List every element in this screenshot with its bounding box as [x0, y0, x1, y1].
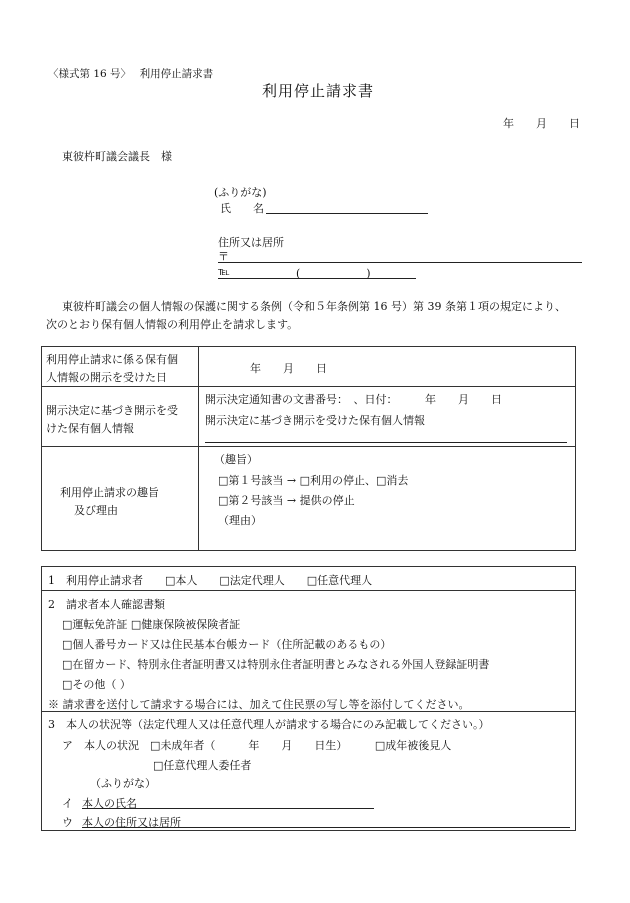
addressee: 東彼杵町議会議長 様	[62, 150, 172, 163]
principal-name-marker: イ	[62, 797, 73, 810]
address-field[interactable]	[218, 262, 582, 263]
row3-label-line1: 利用停止請求の趣旨	[60, 486, 159, 499]
date-line: 年 月 日	[503, 117, 580, 130]
page-title: 利用停止請求書	[262, 82, 375, 100]
intro-line-2: 次のとおり保有個人情報の利用停止を請求します。	[46, 318, 299, 331]
id-doc-option-1[interactable]: □運転免許証 □健康保険被保険者証	[62, 618, 241, 631]
principal-status-title: 3 本人の状況等（法定代理人又は任意代理人が請求する場合にのみ記載してください。）	[48, 718, 490, 731]
tel-paren: ( )	[296, 267, 371, 280]
principal-name-label: 本人の氏名	[82, 797, 137, 810]
requester-type-row[interactable]: 1 利用停止請求者 □本人 □法定代理人 □任意代理人	[48, 574, 373, 587]
purpose-option-1[interactable]: □第１号該当 → □利用の停止、□消去	[218, 474, 409, 487]
name-field[interactable]	[266, 213, 428, 214]
table1-divider	[198, 346, 199, 551]
furigana-label: (ふりがな)	[214, 186, 267, 199]
principal-status-a2[interactable]: □任意代理人委任者	[153, 759, 252, 772]
principal-address-marker: ウ	[62, 816, 73, 829]
disclosure-date-field[interactable]: 年 月 日	[250, 362, 327, 375]
principal-status-a[interactable]: ア 本人の状況 □未成年者（ 年 月 日生） □成年被後見人	[62, 739, 452, 752]
id-doc-note: ※ 請求書を送付して請求する場合には、加えて住民票の写し等を添付してください。	[48, 698, 470, 711]
disclosed-info-field[interactable]	[205, 442, 567, 443]
table1-row-divider-1	[41, 386, 576, 387]
id-documents-title: 2 請求者本人確認書類	[48, 598, 165, 611]
intro-line-1: 東彼杵町議会の個人情報の保護に関する条例（令和５年条例第 16 号）第 39 条第１項の規定により、	[62, 300, 566, 313]
tel-field[interactable]	[218, 278, 416, 279]
principal-address-label: 本人の住所又は居所	[82, 816, 181, 829]
form-number: 〈様式第 16 号〉 利用停止請求書	[48, 68, 214, 80]
principal-furigana-label: （ふりがな）	[90, 777, 156, 790]
address-label: 住所又は居所	[218, 236, 284, 249]
postal-mark: 〒	[218, 250, 229, 263]
principal-address-field[interactable]	[82, 827, 570, 828]
table1-row-divider-2	[41, 446, 576, 447]
reason-label: （理由）	[218, 514, 262, 527]
notice-number-field[interactable]: 開示決定通知書の文書番号： 、日付： 年 月 日	[205, 393, 502, 406]
principal-name-field[interactable]	[82, 808, 374, 809]
row1-label-line2: 人情報の開示を受けた日	[46, 371, 167, 384]
row2-label-line1: 開示決定に基づき開示を受	[46, 404, 178, 417]
disclosed-info-label: 開示決定に基づき開示を受けた保有個人情報	[205, 414, 425, 427]
row1-label-line1: 利用停止請求に係る保有個	[46, 353, 178, 366]
id-doc-option-3[interactable]: □在留カード、特別永住者証明書又は特別永住者証明書とみなされる外国人登録証明書	[62, 658, 490, 671]
purpose-option-2[interactable]: □第２号該当 → 提供の停止	[218, 494, 355, 507]
row2-label-line2: けた保有個人情報	[46, 422, 134, 435]
id-doc-option-4[interactable]: □その他（ ）	[62, 678, 131, 691]
row3-label-line2: 及び理由	[74, 504, 118, 517]
table2-row-divider-1	[41, 590, 576, 591]
id-doc-option-2[interactable]: □個人番号カード又は住民基本台帳カード（住所記載のあるもの）	[62, 638, 392, 651]
name-label: 氏 名	[220, 202, 264, 215]
purpose-label: （趣旨）	[214, 453, 258, 466]
tel-label: ℡	[218, 265, 230, 278]
